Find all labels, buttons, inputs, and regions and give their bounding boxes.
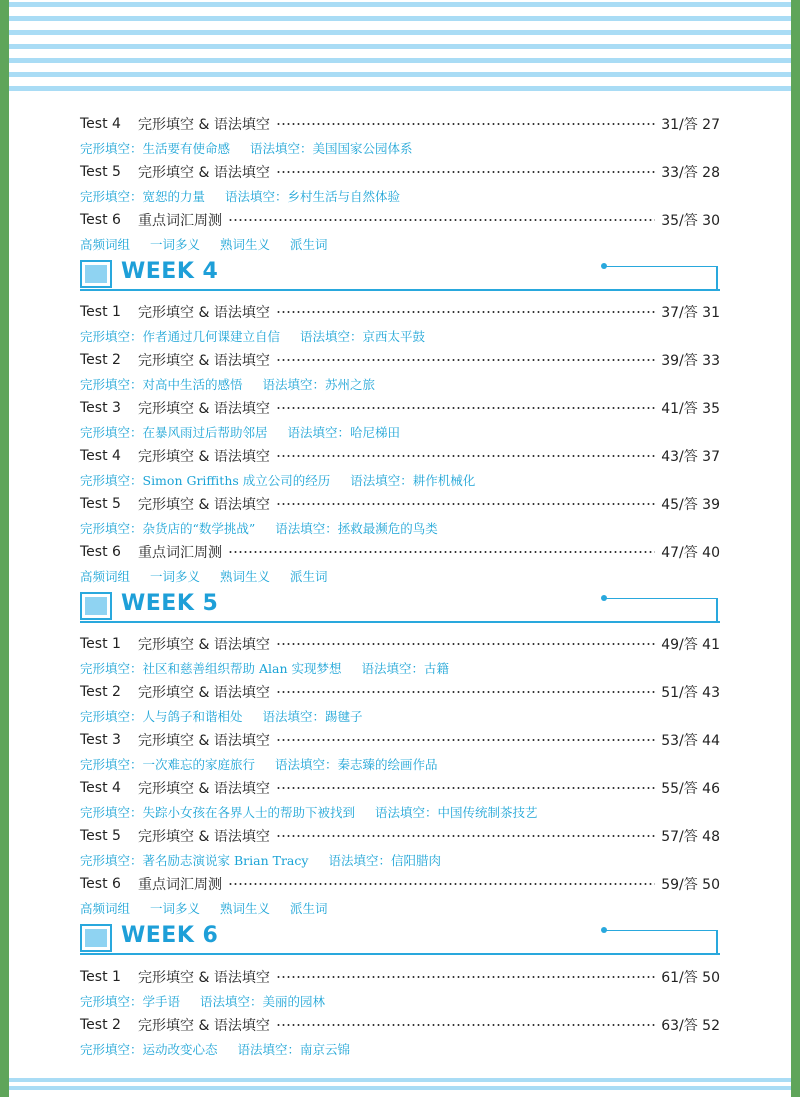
week-square-fill [85,929,107,947]
subtopic: 语法填空：拯救最濒危的鸟类 [275,521,438,536]
dot-leader [276,976,655,978]
dot-leader [276,311,655,313]
page-numbers: 31/答 27 [661,117,720,133]
week-bracket-decoration [605,266,718,289]
toc-entry[interactable] [80,300,720,324]
toc-subtopics [80,753,740,775]
stripe-line [9,72,791,77]
toc-subtopics [80,705,740,727]
week-underline [80,621,720,623]
subtopic: 完形填空：生活要有使命感 [80,141,231,156]
dot-leader [276,171,655,173]
test-label: Test 1 [80,304,121,320]
toc-subtopics [80,233,740,255]
dot-leader [228,551,655,553]
test-title: 完形填空 & 语法填空 [138,401,270,417]
week-dot-decoration [601,595,607,601]
subtopic: 一词多义 [150,569,201,584]
test-label: Test 2 [80,684,121,700]
test-title: 完形填空 & 语法填空 [138,305,270,321]
subtopic: 熟词生义 [220,237,271,252]
week-title: WEEK 5 [121,591,219,616]
week-underline [80,289,720,291]
toc-entry[interactable] [80,1013,720,1037]
test-title: 完形填空 & 语法填空 [138,970,270,986]
page-numbers: 49/答 41 [661,637,720,653]
toc-subtopics [80,421,740,443]
subtopic: 完形填空：Simon Griffiths 成立公司的经历 [80,473,331,488]
subtopic: 语法填空：苏州之旅 [262,377,376,392]
toc-subtopics [80,657,740,679]
toc-entry[interactable] [80,632,720,656]
test-label: Test 4 [80,780,121,796]
subtopic: 高频词组 [80,569,131,584]
subtopic: 派生词 [290,901,328,916]
subtopic: 完形填空：一次难忘的家庭旅行 [80,757,256,772]
test-title: 完形填空 & 语法填空 [138,449,270,465]
stripe-line [9,1078,791,1082]
toc-entry[interactable] [80,965,720,989]
subtopic: 派生词 [290,237,328,252]
dot-leader [276,691,655,693]
page-numbers: 55/答 46 [661,781,720,797]
page-numbers: 43/答 37 [661,449,720,465]
dot-leader [276,787,655,789]
toc-subtopics [80,185,740,207]
subtopic: 熟词生义 [220,569,271,584]
toc-entry[interactable] [80,208,720,232]
dot-leader [276,123,655,125]
page-numbers: 41/答 35 [661,401,720,417]
test-title: 完形填空 & 语法填空 [138,353,270,369]
subtopic: 语法填空：京西太平鼓 [300,329,426,344]
test-title: 完形填空 & 语法填空 [138,685,270,701]
subtopic: 完形填空：宽恕的力量 [80,189,206,204]
test-title: 重点词汇周测 [138,877,222,893]
week-header [80,258,720,292]
test-title: 完形填空 & 语法填空 [138,637,270,653]
test-title: 完形填空 & 语法填空 [138,781,270,797]
toc-subtopics [80,325,740,347]
subtopic: 语法填空：哈尼梯田 [287,425,401,440]
toc-entry[interactable] [80,492,720,516]
dot-leader [276,739,655,741]
toc-entry[interactable] [80,540,720,564]
page-numbers: 39/答 33 [661,353,720,369]
dot-leader [276,503,655,505]
test-label: Test 1 [80,969,121,985]
test-label: Test 4 [80,448,121,464]
dot-leader [276,643,655,645]
page-numbers: 33/答 28 [661,165,720,181]
test-label: Test 6 [80,544,121,560]
test-title: 重点词汇周测 [138,545,222,561]
week-square-icon [80,592,112,620]
subtopic: 熟词生义 [220,901,271,916]
test-label: Test 3 [80,400,121,416]
week-square-fill [85,597,107,615]
week-header [80,590,720,624]
toc-entry[interactable] [80,776,720,800]
test-title: 重点词汇周测 [138,213,222,229]
stripe-line [9,2,791,7]
test-title: 完形填空 & 语法填空 [138,117,270,133]
page-numbers: 57/答 48 [661,829,720,845]
test-label: Test 6 [80,212,121,228]
dot-leader [276,835,655,837]
dot-leader [276,359,655,361]
toc-entry[interactable] [80,112,720,136]
page-numbers: 51/答 43 [661,685,720,701]
toc-entry[interactable] [80,348,720,372]
dot-leader [276,455,655,457]
dot-leader [276,407,655,409]
page-numbers: 59/答 50 [661,877,720,893]
subtopic: 完形填空：对高中生活的感悟 [80,377,243,392]
week-square-icon [80,260,112,288]
week-square-icon [80,924,112,952]
toc-subtopics [80,897,740,919]
subtopic: 完形填空：社区和慈善组织帮助 Alan 实现梦想 [80,661,342,676]
subtopic: 高频词组 [80,237,131,252]
week-title: WEEK 6 [121,923,219,948]
page-numbers: 63/答 52 [661,1018,720,1034]
toc-entry[interactable] [80,680,720,704]
test-title: 完形填空 & 语法填空 [138,497,270,513]
toc-entry[interactable] [80,160,720,184]
toc-subtopics [80,1038,740,1060]
stripe-line [9,44,791,49]
test-title: 完形填空 & 语法填空 [138,733,270,749]
subtopic: 完形填空：运动改变心态 [80,1042,218,1057]
stripe-line [9,1086,791,1090]
test-label: Test 5 [80,828,121,844]
dot-leader [228,219,655,221]
toc-subtopics [80,517,740,539]
test-title: 完形填空 & 语法填空 [138,1018,270,1034]
stripe-line [9,58,791,63]
week-dot-decoration [601,927,607,933]
subtopic: 完形填空：人与鸽子和谐相处 [80,709,243,724]
toc-subtopics [80,801,740,823]
toc-subtopics [80,849,740,871]
subtopic: 语法填空：古籍 [361,661,449,676]
subtopic: 高频词组 [80,901,131,916]
subtopic: 完形填空：失踪小女孩在各界人士的帮助下被找到 [80,805,356,820]
toc-subtopics [80,373,740,395]
subtopic: 语法填空：南京云锦 [237,1042,351,1057]
dot-leader [276,1024,655,1026]
page-numbers: 47/答 40 [661,545,720,561]
test-label: Test 3 [80,732,121,748]
test-label: Test 6 [80,876,121,892]
test-label: Test 4 [80,116,121,132]
test-label: Test 5 [80,164,121,180]
toc-subtopics [80,990,740,1012]
page-numbers: 53/答 44 [661,733,720,749]
week-bracket-decoration [605,930,718,953]
subtopic: 语法填空：美丽的园林 [200,994,326,1009]
subtopic: 语法填空：信阳腊肉 [328,853,441,868]
week-underline [80,953,720,955]
toc-subtopics [80,565,740,587]
page-numbers: 61/答 50 [661,970,720,986]
toc-subtopics [80,469,740,491]
dot-leader [228,883,655,885]
subtopic: 语法填空：中国传统制茶技艺 [375,805,538,820]
toc-entry[interactable] [80,728,720,752]
week-bracket-decoration [605,598,718,621]
page-numbers: 35/答 30 [661,213,720,229]
subtopic: 语法填空：耕作机械化 [350,473,476,488]
test-label: Test 1 [80,636,121,652]
subtopic: 语法填空：踢毽子 [262,709,363,724]
subtopic: 语法填空：美国国家公园体系 [250,141,413,156]
subtopic: 一词多义 [150,237,201,252]
toc-entry[interactable] [80,872,720,896]
stripe-line [9,30,791,35]
page-numbers: 45/答 39 [661,497,720,513]
subtopic: 完形填空：著名励志演说家 Brian Tracy [80,853,309,868]
test-label: Test 2 [80,352,121,368]
week-header [80,922,720,956]
stripe-line [9,16,791,21]
test-label: Test 2 [80,1017,121,1033]
subtopic: 派生词 [290,569,328,584]
toc-subtopics [80,137,740,159]
bottom-stripe-decoration [9,1078,791,1097]
toc-entry[interactable] [80,444,720,468]
subtopic: 完形填空：在暴风雨过后帮助邻居 [80,425,268,440]
test-title: 完形填空 & 语法填空 [138,165,270,181]
subtopic: 语法填空：乡村生活与自然体验 [225,189,401,204]
top-stripe-decoration [9,0,791,96]
page-numbers: 37/答 31 [661,305,720,321]
subtopic: 一词多义 [150,901,201,916]
week-title: WEEK 4 [121,259,219,284]
toc-entry[interactable] [80,824,720,848]
test-label: Test 5 [80,496,121,512]
week-square-fill [85,265,107,283]
week-dot-decoration [601,263,607,269]
test-title: 完形填空 & 语法填空 [138,829,270,845]
subtopic: 完形填空：学手语 [80,994,181,1009]
subtopic: 完形填空：作者通过几何课建立自信 [80,329,281,344]
subtopic: 语法填空：秦志臻的绘画作品 [275,757,438,772]
document-page [9,0,791,1097]
toc-entry[interactable] [80,396,720,420]
stripe-line [9,86,791,91]
subtopic: 完形填空：杂货店的“数学挑战” [80,521,256,536]
